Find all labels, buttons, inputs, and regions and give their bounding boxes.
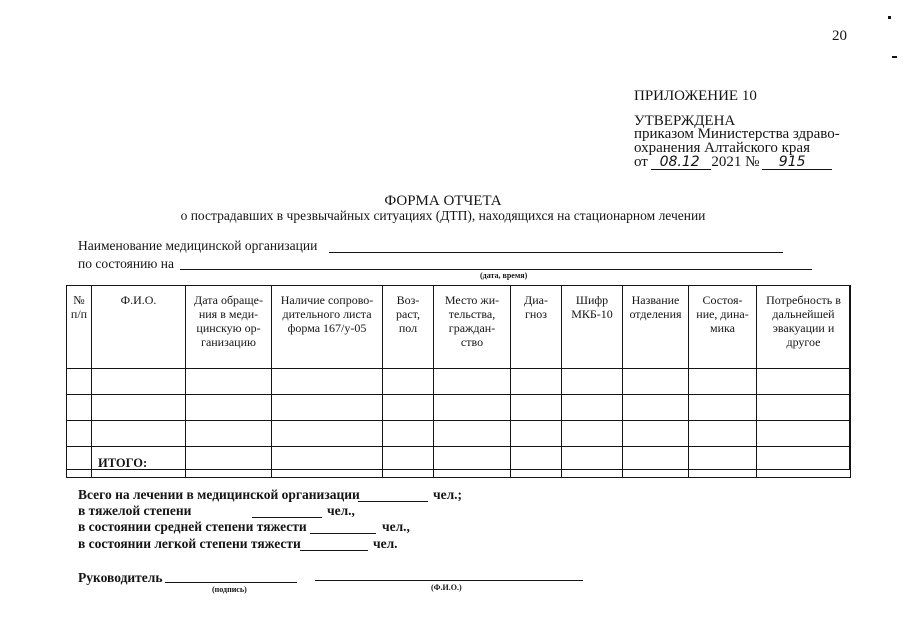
summary-mild-unit: чел. [373,536,398,551]
summary-total-label: Всего на лечении в медицинской организации [78,487,360,502]
org-name-field[interactable] [329,252,783,253]
col-header-diagnosis: Диа- гноз [511,286,562,369]
col-header-admission-date: Дата обраще- ния в меди- цинскую ор- ганизацию [186,286,272,369]
number-underline [762,169,832,170]
table-header-row [67,286,851,369]
handwritten-number: 915 [778,154,806,170]
table-row [67,395,851,421]
col-header-name: Ф.И.О. [92,286,186,369]
summary-mild-label: в состоянии легкой степени тяжести [78,536,301,551]
signature-hint: (подпись) [212,585,247,594]
org-name-label: Наименование медицинской организации [78,238,318,253]
col-header-age-sex: Воз- раст, пол [383,286,434,369]
as-of-label: по состоянию на [78,256,174,271]
total-label: ИТОГО: [98,456,148,470]
col-header-condition: Состоя- ние, дина- мика [689,286,757,369]
order-line-2: охранения Алтайского края [634,140,810,156]
form-subtitle: о пострадавших в чрезвычайных ситуациях (ДТП), находящихся на стационарном лечении [180,208,706,223]
summary-total-unit: чел.; [433,487,463,502]
from-prefix: от [634,154,648,170]
col-header-department: Название отделения [623,286,689,369]
report-table [66,285,851,478]
order-year: 2021 № [711,154,760,170]
signature-field[interactable] [165,582,297,583]
scan-speck [892,56,897,58]
order-line-1: приказом Министерства здраво- [634,126,840,142]
col-header-number: № п/п [67,286,92,369]
page-number: 20 [832,28,847,44]
date-time-hint: (дата, время) [480,271,528,280]
form-title: ФОРМА ОТЧЕТА [384,193,502,209]
approved-label: УТВЕРЖДЕНА [634,113,736,129]
name-hint: (Ф.И.О.) [431,583,462,592]
appendix-label: ПРИЛОЖЕНИЕ 10 [634,88,757,104]
col-header-evacuation: Потребность в дальнейшей эвакуации и другое [757,286,851,369]
summary-moderate-unit: чел., [382,519,410,534]
table-row [67,421,851,447]
head-name-field[interactable] [315,580,583,581]
table-total-row [67,447,851,478]
col-header-accompanying-sheet: Наличие сопрово- дительного листа форма 167/у-05 [272,286,383,369]
summary-severe-field[interactable] [252,517,322,518]
head-label: Руководитель [78,570,163,585]
total-cell [92,447,186,478]
scan-speck [888,16,891,19]
handwritten-date: 08.12 [659,154,700,170]
summary-moderate-label: в состоянии средней степени тяжести [78,519,307,534]
summary-severe-label: в тяжелой степени [78,503,192,518]
as-of-field[interactable] [180,269,812,270]
date-underline [651,169,711,170]
summary-severe-unit: чел., [327,503,355,518]
summary-moderate-field[interactable] [310,533,376,534]
summary-mild-field[interactable] [300,550,368,551]
col-header-residence: Место жи- тельства, граждан- ство [434,286,511,369]
table-row [67,369,851,395]
summary-total-field[interactable] [358,501,428,502]
col-header-icd-code: Шифр МКБ-10 [562,286,623,369]
